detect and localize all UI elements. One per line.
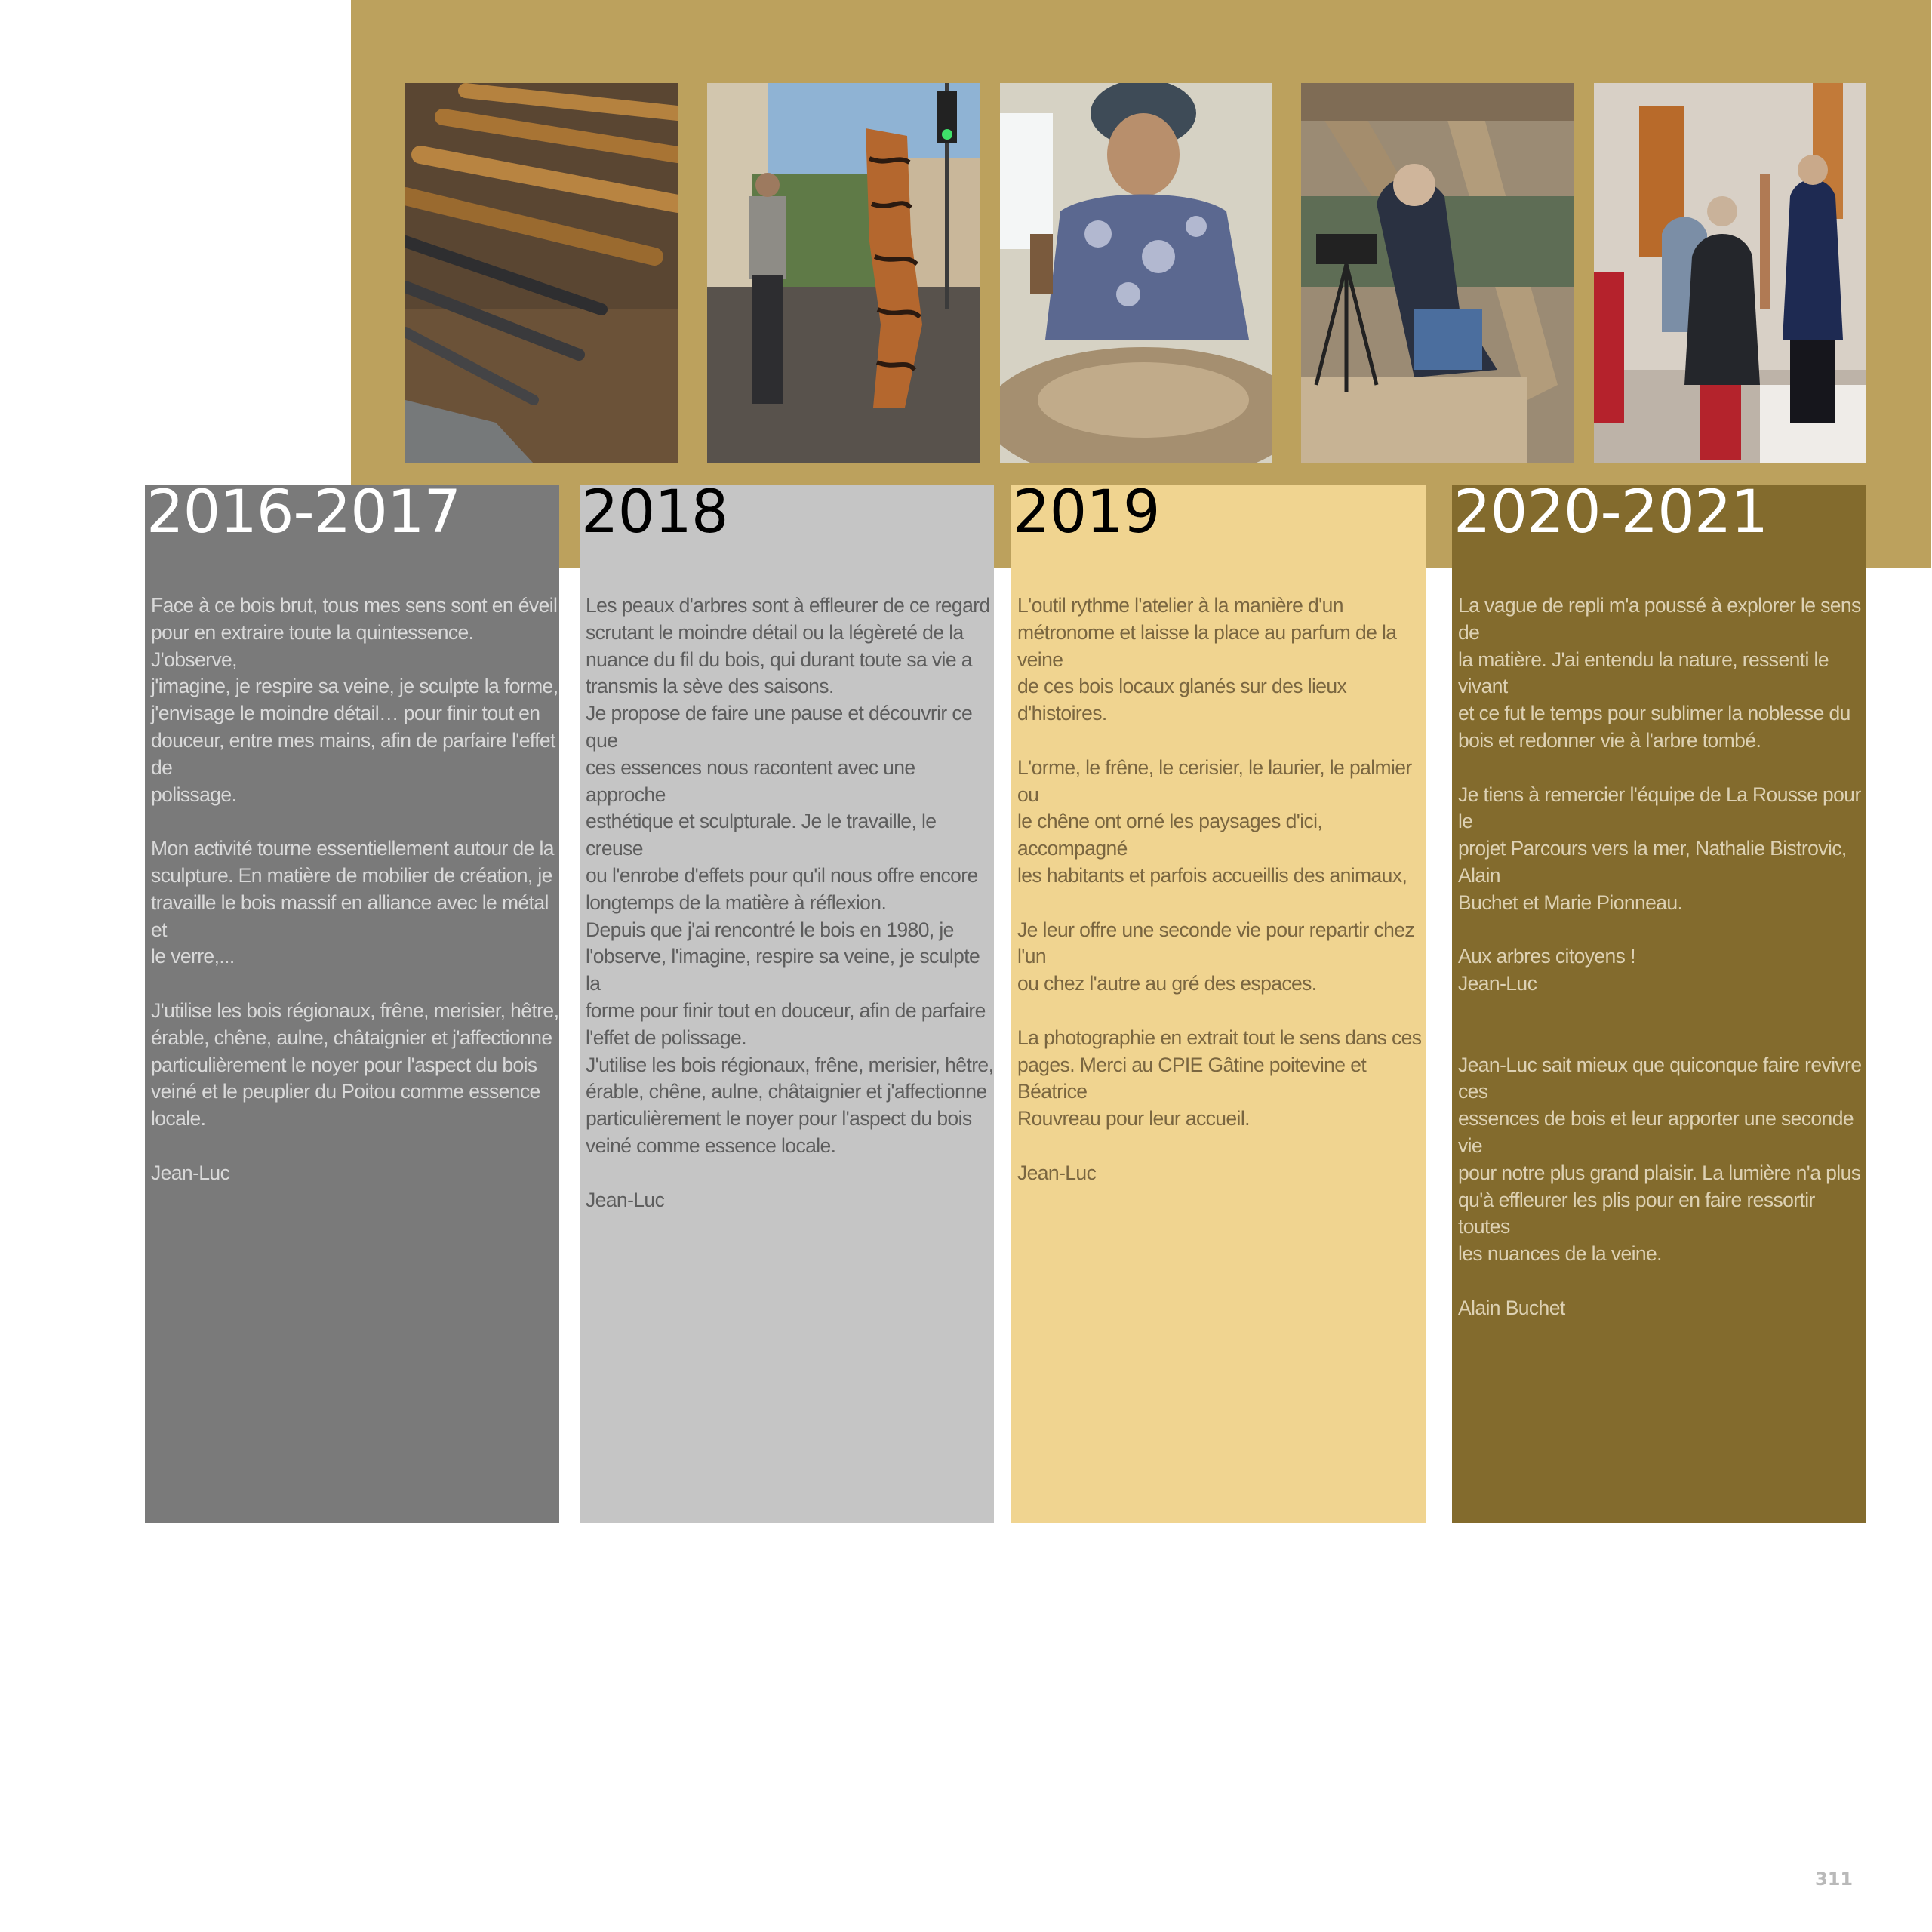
paragraph: Face à ce bois brut, tous mes sens sont en éveil pour en extraire toute la quintessence. J'observe, j'imagine, je respire sa veine, je sculpte la forme, j'envisage le moindre détail… pour finir tout en douceur, entre mes mains, afin de parfaire l'effet de polissage. <box>151 594 558 806</box>
wooden-sculpture-street-photo <box>707 83 980 463</box>
column-year: 2016-2017 <box>146 478 461 546</box>
paragraph: Je leur offre une seconde vie pour repartir chez l'un ou chez l'autre au gré des espaces. <box>1017 918 1415 995</box>
signature: Jean-Luc <box>1017 1161 1097 1184</box>
paragraph: J'utilise les bois régionaux, frêne, merisier, hêtre, érable, chêne, aulne, châtaignier et j'affectionne particulièrement le noyer pour l'aspect du bois veiné et le peuplier du Poitou comme essence locale. <box>151 998 559 1131</box>
column-body <box>586 592 994 1214</box>
timeline-column-2019 <box>1011 478 1426 1523</box>
column-body <box>151 592 559 1187</box>
photographer-attic-photo <box>1301 83 1574 463</box>
signature: Jean-Luc <box>151 1161 230 1184</box>
column-year: 2019 <box>1013 478 1160 546</box>
paragraph: L'outil rythme l'atelier à la manière d'un métronome et laisse la place au parfum de la veine de ces bois locaux glanés sur des lieux d'histoires. <box>1017 594 1397 725</box>
paragraph: Les peaux d'arbres sont à effleurer de ce regard scrutant le moindre détail ou la légèreté de la nuance du fil du bois, qui durant toute sa vie a transmis la sève des saisons. Je propose de faire une pause et découvrir ce que ces essences nous racontent avec une approche esthétique et sculpturale. Je le travaille, le creuse ou l'enrobe d'effets pour qu'il nous offre encore longtemps de la matière à réflexion. Depuis que j'ai rencontré le bois en 1980, je l'observe, l'imagine, respire sa veine, je sculpte la forme pour finir tout en douceur, afin de parfaire l'effet de polissage. J'utilise les bois régionaux, frêne, merisier, hêtre, érable, chêne, aulne, châtaignier et j'affectionne particulièrement le noyer pour l'aspect du bois veiné comme essence locale. <box>586 594 994 1157</box>
paragraph: Je tiens à remercier l'équipe de La Rousse pour le projet Parcours vers la mer, Nathalie Bistrovic, Alain Buchet et Marie Pionneau. <box>1458 783 1861 914</box>
timeline-column-2020-2021 <box>1452 478 1866 1523</box>
sculptor-carving-photo <box>1000 83 1272 463</box>
page-number: 311 <box>1815 1869 1854 1890</box>
paragraph: L'orme, le frêne, le cerisier, le laurier, le palmier ou le chêne ont orné les paysages d'ici, accompagné les habitants et parfois accueillis des animaux, <box>1017 755 1412 887</box>
column-body <box>1017 592 1426 1187</box>
signature: Alain Buchet <box>1458 1296 1565 1319</box>
paragraph: La photographie en extrait tout le sens dans ces pages. Merci au CPIE Gâtine poitevine et Béatrice Rouvreau pour leur accueil. <box>1017 1026 1422 1131</box>
paragraph: Aux arbres citoyens ! Jean-Luc <box>1458 945 1635 995</box>
paragraph: Jean-Luc sait mieux que quiconque faire revivre ces essences de bois et leur apporter une seconde vie pour notre plus grand plaisir. La lumière n'a plus qu'à effleurer les plis pour en faire ressortir toutes les nuances de la veine. <box>1458 1053 1862 1266</box>
exhibition-visitors-photo <box>1594 83 1866 463</box>
column-year: 2020-2021 <box>1454 478 1768 546</box>
carving-chisels-photo <box>405 83 678 463</box>
timeline-column-2016-2017 <box>145 478 559 1523</box>
signature: Jean-Luc <box>586 1188 665 1211</box>
timeline-column-2018 <box>580 478 994 1523</box>
column-body <box>1458 592 1866 1322</box>
column-year: 2018 <box>581 478 728 546</box>
paragraph: La vague de repli m'a poussé à explorer le sens de la matière. J'ai entendu la nature, ressenti le vivant et ce fut le temps pour sublimer la noblesse du bois et redonner vie à l'arbre tombé. <box>1458 594 1861 752</box>
paragraph: Mon activité tourne essentiellement autour de la sculpture. En matière de mobilier de création, je travaille le bois massif en alliance avec le métal et le verre,... <box>151 837 554 968</box>
